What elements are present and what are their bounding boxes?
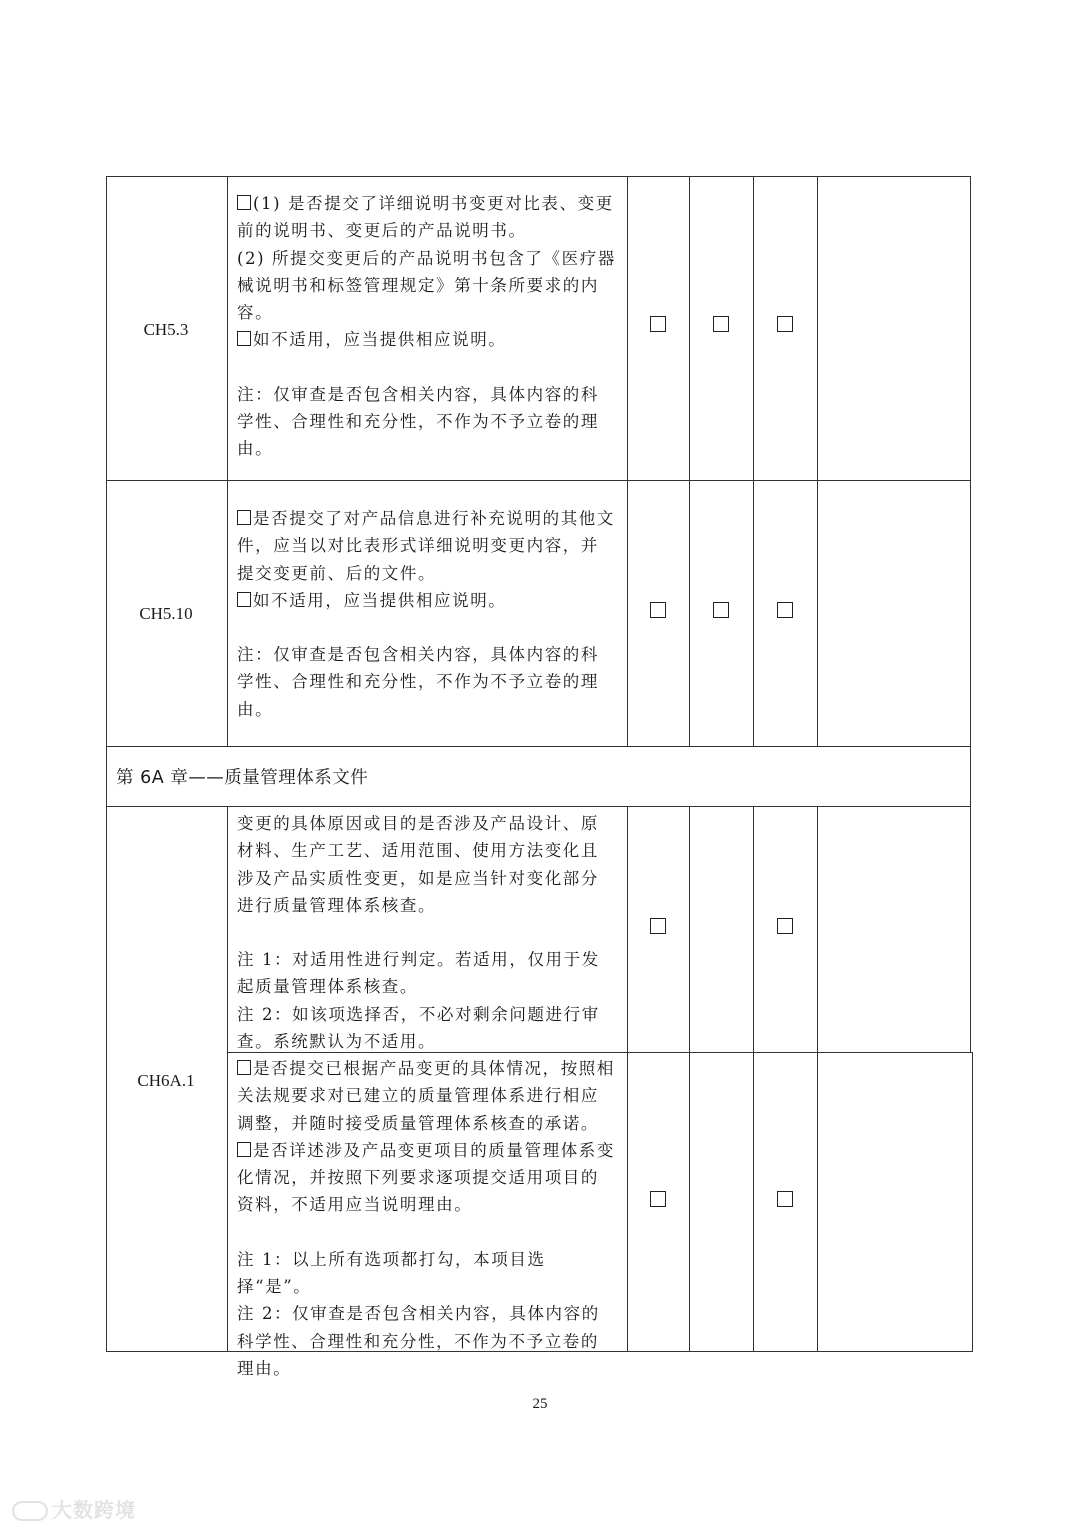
table-row-divider	[106, 806, 970, 807]
table-border-right	[972, 1052, 973, 1352]
requirement-line: 是否提交了对产品信息进行补充说明的其他文件，应当以对比表形式详细说明变更内容，并提交变更前、后的文件。	[237, 509, 615, 583]
checkbox-icon[interactable]	[237, 592, 251, 607]
checkbox-icon[interactable]	[237, 331, 251, 346]
note-line: 注 1：对适用性进行判定。若适用，仅用于发起质量管理体系核查。	[237, 950, 600, 997]
watermark-text: 大数跨境	[52, 1498, 136, 1522]
table-row-divider	[106, 746, 970, 747]
checkbox-na[interactable]	[777, 1191, 793, 1207]
requirement-line: (1) 是否提交了详细说明书变更对比表、变更前的说明书、变更后的产品说明书。	[237, 194, 614, 241]
requirement-line: 是否详述涉及产品变更项目的质量管理体系变化情况，并按照下列要求逐项提交适用项目的资料，不适用应当说明理由。	[237, 1140, 615, 1215]
watermark-logo-icon	[12, 1501, 48, 1521]
checkbox-yes[interactable]	[650, 1191, 666, 1207]
item-requirements	[237, 190, 617, 463]
item-requirements	[237, 810, 617, 1055]
page-number: 25	[532, 1396, 548, 1412]
item-code: CH5.10	[139, 604, 193, 623]
checkbox-yes[interactable]	[650, 602, 666, 618]
checkbox-na[interactable]	[777, 602, 793, 618]
checkbox-icon[interactable]	[237, 1142, 251, 1157]
table-col-divider	[627, 176, 628, 746]
table-col-divider	[227, 176, 228, 746]
item-requirements	[237, 505, 617, 723]
checkbox-icon[interactable]	[237, 1060, 251, 1075]
chapter-heading: 第 6A 章——质量管理体系文件	[116, 768, 369, 788]
checkbox-na[interactable]	[777, 316, 793, 332]
requirement-line: 如不适用，应当提供相应说明。	[237, 326, 617, 353]
watermark	[12, 1494, 136, 1523]
requirement-line: (2) 所提交变更后的产品说明书包含了《医疗器械说明书和标签管理规定》第十条所要求的内容。	[237, 248, 616, 323]
requirement-line: 如不适用，应当提供相应说明。	[237, 587, 617, 614]
checkbox-yes[interactable]	[650, 918, 666, 934]
checkbox-yes[interactable]	[650, 316, 666, 332]
item-code: CH6A.1	[137, 1071, 195, 1090]
table-col-divider	[753, 806, 754, 1352]
note-line: 注：仅审查是否包含相关内容，具体内容的科学性、合理性和充分性，不作为不予立卷的理由。	[237, 384, 599, 459]
table-border-left	[106, 176, 107, 1352]
note-line: 注 2：仅审查是否包含相关内容，具体内容的科学性、合理性和充分性，不作为不予立卷的理由。	[237, 1304, 600, 1378]
item-code: CH5.3	[143, 320, 189, 339]
requirement-line: 变更的具体原因或目的是否涉及产品设计、原材料、生产工艺、适用范围、使用方法变化且涉及产品实质性变更，如是应当针对变化部分进行质量管理体系核查。	[237, 814, 599, 915]
checkbox-no[interactable]	[713, 602, 729, 618]
requirement-line: 是否提交已根据产品变更的具体情况，按照相关法规要求对已建立的质量管理体系进行相应调整，并随时接受质量管理体系核查的承诺。	[237, 1059, 615, 1133]
checkbox-icon[interactable]	[237, 510, 251, 525]
table-col-divider	[689, 176, 690, 746]
table-col-divider	[817, 806, 818, 1352]
item-requirements	[237, 1055, 617, 1382]
table-col-divider	[817, 176, 818, 746]
note-line: 注 2：如该项选择否，不必对剩余问题进行审查。系统默认为不适用。	[237, 1004, 600, 1052]
table-col-divider	[627, 806, 628, 1352]
table-border-top	[106, 176, 970, 177]
table-row-divider	[106, 480, 970, 481]
note-line: 注：仅审查是否包含相关内容，具体内容的科学性、合理性和充分性，不作为不予立卷的理由。	[237, 645, 599, 719]
checkbox-icon[interactable]	[237, 195, 251, 210]
checkbox-na[interactable]	[777, 918, 793, 934]
note-line: 注 1：以上所有选项都打勾，本项目选择“是”。	[237, 1249, 546, 1297]
checkbox-no[interactable]	[713, 316, 729, 332]
table-col-divider	[227, 806, 228, 1352]
table-border-right	[970, 176, 971, 1052]
table-col-divider	[753, 176, 754, 746]
table-col-divider	[689, 806, 690, 1352]
